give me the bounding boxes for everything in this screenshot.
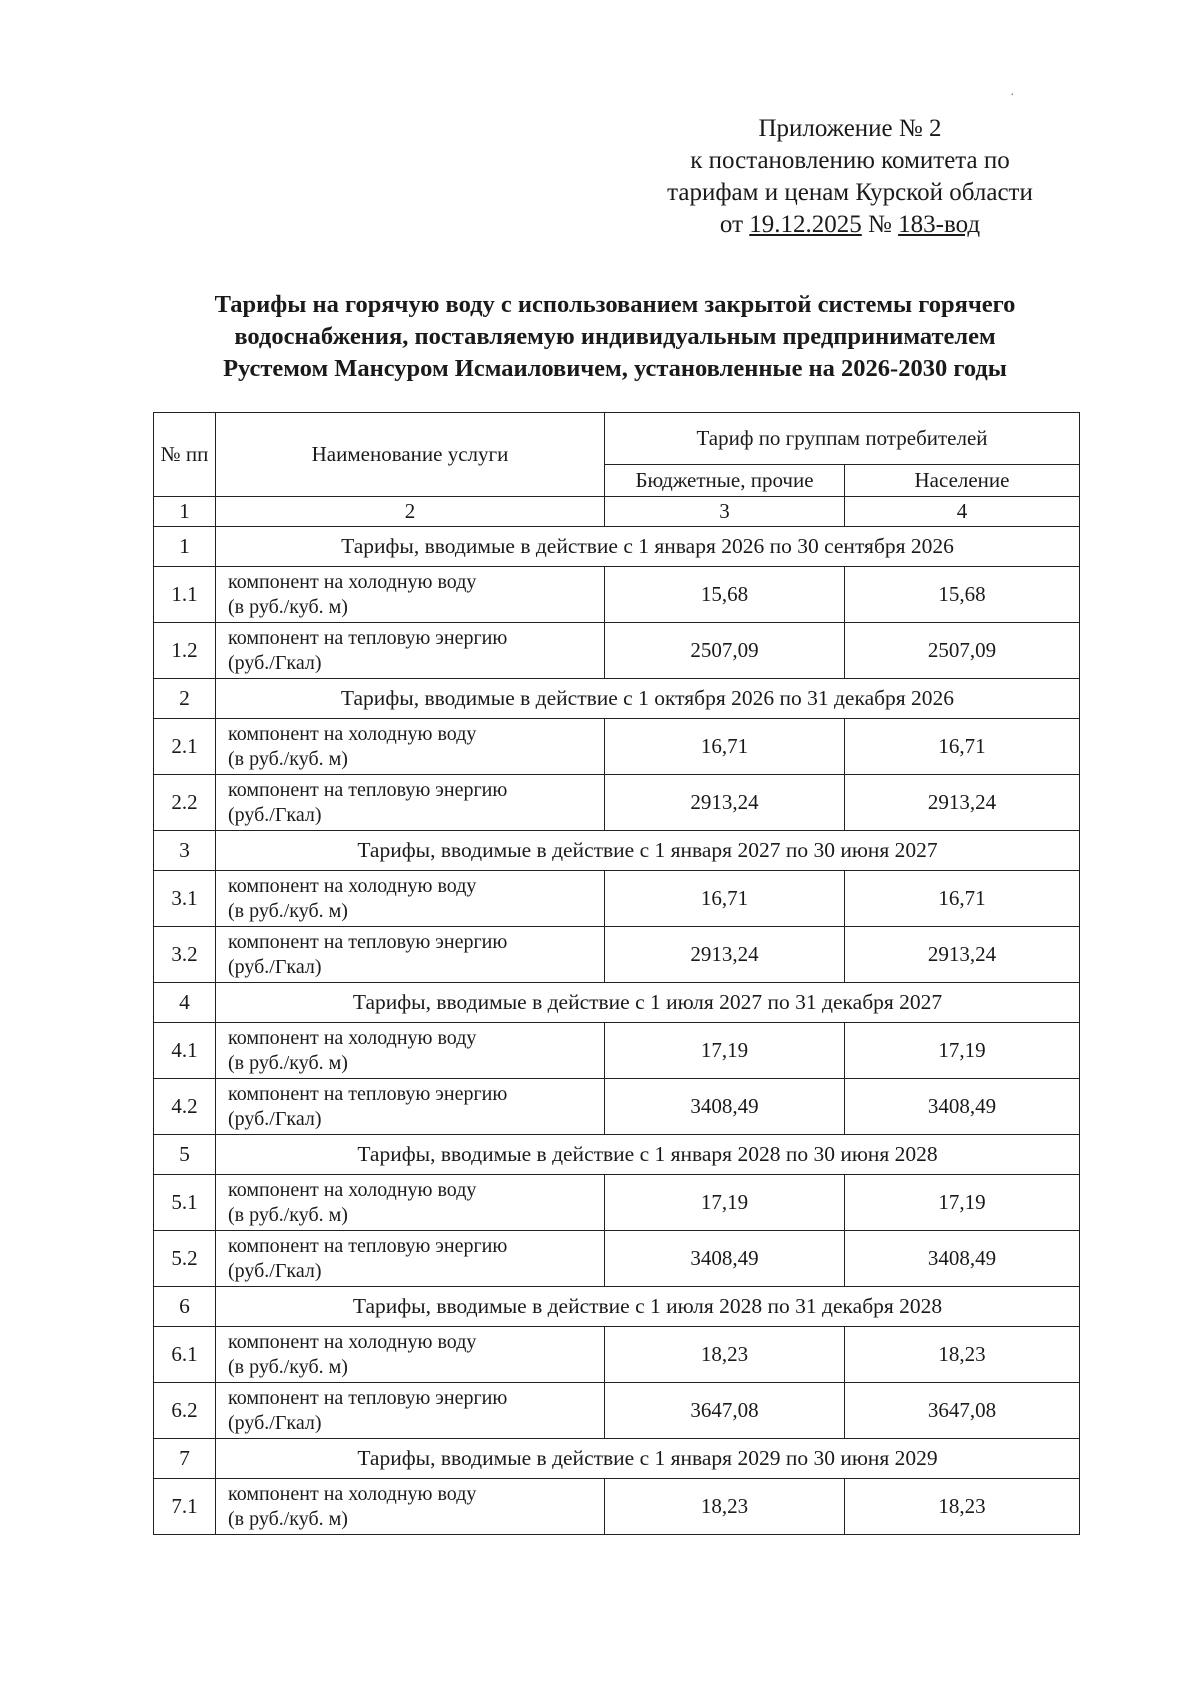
- row-number: 6.1: [154, 1327, 216, 1383]
- service-name-line-2: (руб./Гкал): [228, 1107, 322, 1130]
- section-title: Тарифы, вводимые в действие с 1 января 2028 по 30 июня 2028: [216, 1135, 1080, 1175]
- service-name-line-1: компонент на тепловую энергию: [228, 1082, 508, 1105]
- row-number: 6.2: [154, 1383, 216, 1439]
- appendix-line-2: к постановлению комитета по: [690, 147, 1010, 174]
- tariff-budget: 16,71: [605, 719, 845, 775]
- row-number: 5.1: [154, 1175, 216, 1231]
- service-name-line-1: компонент на холодную воду: [228, 1178, 477, 1201]
- tariff-population: 2913,24: [845, 775, 1080, 831]
- service-name: [216, 1231, 605, 1287]
- section-title: Тарифы, вводимые в действие с 1 января 2026 по 30 сентября 2026: [216, 527, 1080, 567]
- tariff-row: [154, 1327, 1080, 1383]
- section-number: 4: [154, 983, 216, 1023]
- service-name-line-1: компонент на холодную воду: [228, 570, 477, 593]
- service-name-line-2: (в руб./куб. м): [228, 595, 348, 618]
- tariff-row: [154, 775, 1080, 831]
- row-number: 3.1: [154, 871, 216, 927]
- service-name: [216, 1479, 605, 1535]
- tariff-population: 2507,09: [845, 623, 1080, 679]
- service-name: [216, 1023, 605, 1079]
- tariff-population: 3408,49: [845, 1079, 1080, 1135]
- title-line-1: Тарифы на горячую воду с использованием закрытой системы горячего: [214, 291, 1016, 318]
- header-tariff-group: Тариф по группам потребителей: [605, 413, 1080, 465]
- service-name-line-2: (руб./Гкал): [228, 1411, 322, 1434]
- service-name-line-2: (руб./Гкал): [228, 651, 322, 674]
- row-number: 5.2: [154, 1231, 216, 1287]
- service-name-line-2: (в руб./куб. м): [228, 1051, 348, 1074]
- service-name-line-2: (в руб./куб. м): [228, 1355, 348, 1378]
- tariff-population: 17,19: [845, 1175, 1080, 1231]
- service-name-line-2: (руб./Гкал): [228, 1259, 322, 1282]
- service-name: [216, 719, 605, 775]
- service-name-line-1: компонент на холодную воду: [228, 1026, 477, 1049]
- section-row: [154, 1439, 1080, 1479]
- tariff-population: 18,23: [845, 1479, 1080, 1535]
- header-budget: Бюджетные, прочие: [605, 465, 845, 497]
- service-name-line-1: компонент на холодную воду: [228, 1330, 477, 1353]
- service-name: [216, 623, 605, 679]
- column-number: 3: [605, 497, 845, 527]
- tariff-budget: 2507,09: [605, 623, 845, 679]
- appendix-from: от: [719, 211, 744, 238]
- row-number: 2.2: [154, 775, 216, 831]
- tariff-row: [154, 719, 1080, 775]
- tariff-population: 2913,24: [845, 927, 1080, 983]
- column-number: 4: [845, 497, 1080, 527]
- service-name: [216, 1327, 605, 1383]
- appendix-line-3: тарифам и ценам Курской области: [667, 179, 1033, 206]
- header-row: [154, 413, 1080, 465]
- service-name: [216, 567, 605, 623]
- service-name-line-2: (в руб./куб. м): [228, 1507, 348, 1530]
- tariff-budget: 18,23: [605, 1479, 845, 1535]
- tariff-population: 17,19: [845, 1023, 1080, 1079]
- service-name: [216, 1383, 605, 1439]
- tariff-budget: 2913,24: [605, 927, 845, 983]
- header-num: № пп: [154, 413, 216, 497]
- tariff-table: [153, 412, 1080, 1535]
- service-name: [216, 1079, 605, 1135]
- service-name-line-1: компонент на холодную воду: [228, 874, 477, 897]
- tariff-row: [154, 1231, 1080, 1287]
- service-name-line-1: компонент на тепловую энергию: [228, 1234, 508, 1257]
- tariff-population: 16,71: [845, 719, 1080, 775]
- tariff-row: [154, 1023, 1080, 1079]
- section-row: [154, 1135, 1080, 1175]
- section-row: [154, 1287, 1080, 1327]
- column-number-row: [154, 497, 1080, 527]
- service-name: [216, 1175, 605, 1231]
- service-name-line-1: компонент на холодную воду: [228, 1482, 477, 1505]
- section-number: 1: [154, 527, 216, 567]
- row-number: 2.1: [154, 719, 216, 775]
- section-title: Тарифы, вводимые в действие с 1 января 2027 по 30 июня 2027: [216, 831, 1080, 871]
- column-number: 1: [154, 497, 216, 527]
- section-number: 5: [154, 1135, 216, 1175]
- appendix-reference: [610, 113, 1090, 241]
- tariff-budget: 2913,24: [605, 775, 845, 831]
- appendix-line-1: Приложение № 2: [758, 115, 942, 142]
- section-number: 3: [154, 831, 216, 871]
- tariff-budget: 18,23: [605, 1327, 845, 1383]
- appendix-line-4: [610, 209, 1090, 241]
- section-row: [154, 983, 1080, 1023]
- tariff-row: [154, 1175, 1080, 1231]
- tariff-population: 15,68: [845, 567, 1080, 623]
- service-name-line-2: (руб./Гкал): [228, 803, 322, 826]
- scan-speck: ·: [1010, 88, 1015, 103]
- section-row: [154, 679, 1080, 719]
- row-number: 4.2: [154, 1079, 216, 1135]
- header-service: Наименование услуги: [216, 413, 605, 497]
- tariff-budget: 17,19: [605, 1023, 845, 1079]
- appendix-number-sign: №: [868, 211, 892, 238]
- service-name-line-1: компонент на тепловую энергию: [228, 1386, 508, 1409]
- service-name-line-2: (в руб./куб. м): [228, 1203, 348, 1226]
- section-number: 7: [154, 1439, 216, 1479]
- row-number: 1.1: [154, 567, 216, 623]
- section-number: 2: [154, 679, 216, 719]
- tariff-population: 3647,08: [845, 1383, 1080, 1439]
- row-number: 4.1: [154, 1023, 216, 1079]
- section-title: Тарифы, вводимые в действие с 1 октября 2026 по 31 декабря 2026: [216, 679, 1080, 719]
- service-name-line-1: компонент на холодную воду: [228, 722, 477, 745]
- service-name-line-2: (в руб./куб. м): [228, 747, 348, 770]
- service-name-line-2: (руб./Гкал): [228, 955, 322, 978]
- service-name-line-2: (в руб./куб. м): [228, 899, 348, 922]
- section-title: Тарифы, вводимые в действие с 1 января 2029 по 30 июня 2029: [216, 1439, 1080, 1479]
- tariff-row: [154, 1383, 1080, 1439]
- header-population: Население: [845, 465, 1080, 497]
- tariff-population: 16,71: [845, 871, 1080, 927]
- service-name-line-1: компонент на тепловую энергию: [228, 626, 508, 649]
- appendix-date: 19.12.2025: [749, 211, 862, 238]
- tariff-row: [154, 927, 1080, 983]
- tariff-row: [154, 1079, 1080, 1135]
- tariff-row: [154, 623, 1080, 679]
- service-name: [216, 927, 605, 983]
- service-name-line-1: компонент на тепловую энергию: [228, 930, 508, 953]
- tariff-row: [154, 567, 1080, 623]
- section-title: Тарифы, вводимые в действие с 1 июля 2028 по 31 декабря 2028: [216, 1287, 1080, 1327]
- column-number: 2: [216, 497, 605, 527]
- row-number: 1.2: [154, 623, 216, 679]
- service-name-line-1: компонент на тепловую энергию: [228, 778, 508, 801]
- appendix-number: 183-вод: [898, 211, 981, 238]
- tariff-budget: 15,68: [605, 567, 845, 623]
- tariff-budget: 3408,49: [605, 1231, 845, 1287]
- row-number: 3.2: [154, 927, 216, 983]
- section-title: Тарифы, вводимые в действие с 1 июля 2027 по 31 декабря 2027: [216, 983, 1080, 1023]
- row-number: 7.1: [154, 1479, 216, 1535]
- section-row: [154, 527, 1080, 567]
- section-number: 6: [154, 1287, 216, 1327]
- tariff-budget: 16,71: [605, 871, 845, 927]
- tariff-population: 18,23: [845, 1327, 1080, 1383]
- tariff-table-body: [154, 527, 1080, 1535]
- tariff-budget: 3408,49: [605, 1079, 845, 1135]
- title-line-2: водоснабжения, поставляемую индивидуальным предпринимателем: [234, 323, 996, 350]
- section-row: [154, 831, 1080, 871]
- tariff-row: [154, 871, 1080, 927]
- service-name: [216, 775, 605, 831]
- tariff-budget: 3647,08: [605, 1383, 845, 1439]
- tariff-budget: 17,19: [605, 1175, 845, 1231]
- service-name: [216, 871, 605, 927]
- tariff-population: 3408,49: [845, 1231, 1080, 1287]
- document-title: [150, 289, 1080, 385]
- title-line-3: Рустемом Мансуром Исмаиловичем, установленные на 2026-2030 годы: [223, 355, 1007, 382]
- tariff-row: [154, 1479, 1080, 1535]
